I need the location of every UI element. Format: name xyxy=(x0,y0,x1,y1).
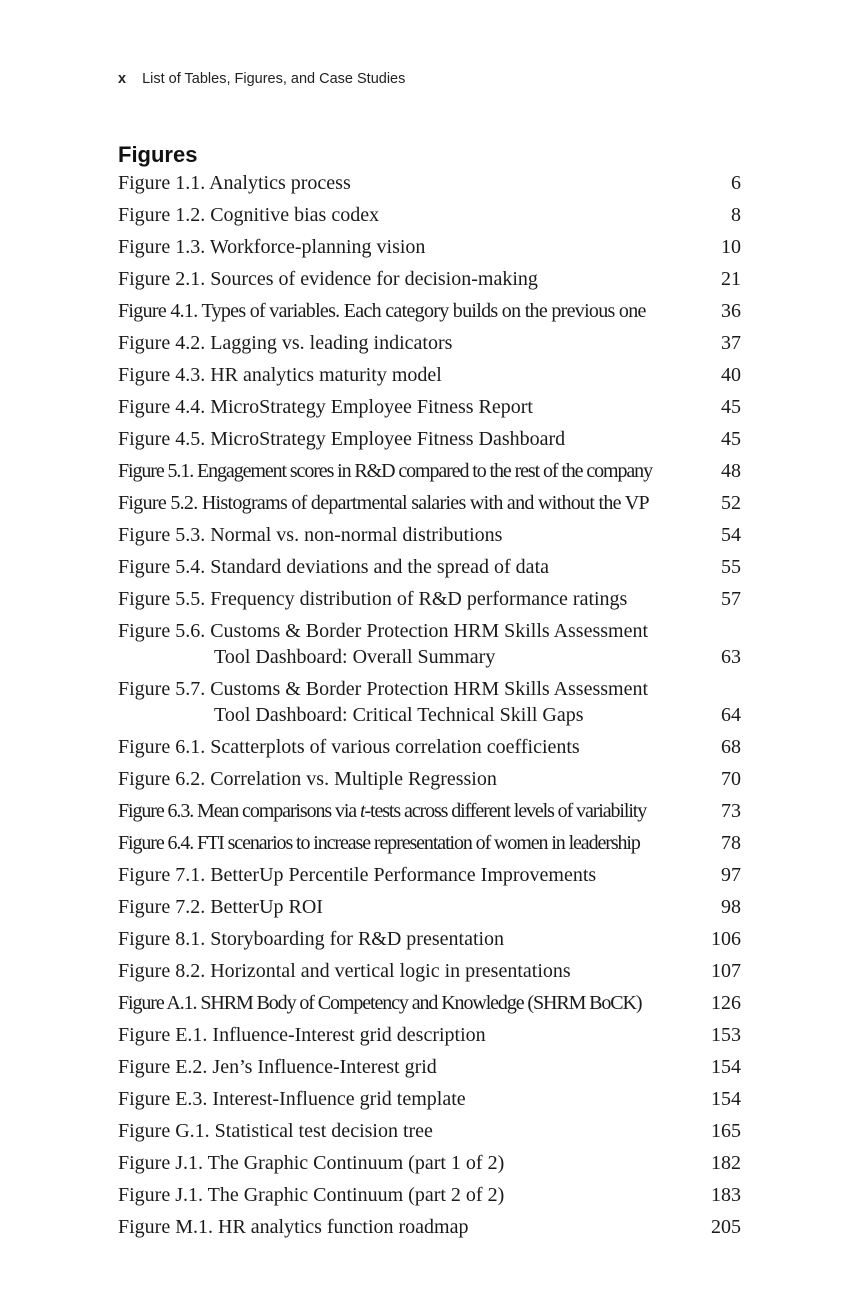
list-entry xyxy=(118,987,741,1019)
entry-page-number: 55 xyxy=(721,556,741,578)
entry-page-number: 54 xyxy=(721,524,741,546)
entry-page-number: 63 xyxy=(721,646,741,668)
section-title: Figures xyxy=(118,142,198,167)
entry-title: Figure J.1. The Graphic Continuum (part 1 of 2) xyxy=(118,1152,505,1174)
entry-page-number: 45 xyxy=(721,396,741,418)
entry-title: Figure 4.2. Lagging vs. leading indicators xyxy=(118,332,453,354)
entry-title: Figure 4.4. MicroStrategy Employee Fitness Report xyxy=(118,396,533,418)
entry-title: Figure J.1. The Graphic Continuum (part 2 of 2) xyxy=(118,1184,505,1206)
entry-title: Figure M.1. HR analytics function roadmap xyxy=(118,1216,469,1238)
entry-title: Figure 6.3. Mean comparisons via t-tests across different levels of variability xyxy=(118,800,647,822)
list-entry xyxy=(118,167,741,199)
list-entry xyxy=(118,955,741,987)
entry-page-number: 153 xyxy=(711,1024,741,1046)
entry-page-number: 64 xyxy=(721,704,741,726)
running-title: List of Tables, Figures, and Case Studies xyxy=(142,71,406,87)
entry-title: Figure E.1. Influence-Interest grid description xyxy=(118,1024,486,1046)
list-entry xyxy=(118,673,741,731)
entry-page-number: 78 xyxy=(721,832,741,854)
figures-list xyxy=(118,167,741,1243)
entry-title: Figure A.1. SHRM Body of Competency and Knowledge (SHRM BoCK) xyxy=(118,992,642,1014)
entry-page-number: 183 xyxy=(711,1184,741,1206)
list-entry xyxy=(118,295,741,327)
entry-page-number: 107 xyxy=(711,960,741,982)
entry-title: Figure E.3. Interest-Influence grid template xyxy=(118,1088,466,1110)
list-entry xyxy=(118,487,741,519)
entry-title: Figure 5.3. Normal vs. non-normal distributions xyxy=(118,524,503,546)
entry-page-number: 68 xyxy=(721,736,741,758)
entry-page-number: 52 xyxy=(721,492,741,514)
list-entry xyxy=(118,1019,741,1051)
entry-title: Figure 8.2. Horizontal and vertical logic in presentations xyxy=(118,960,571,982)
entry-page-number: 70 xyxy=(721,768,741,790)
entry-page-number: 154 xyxy=(711,1056,741,1078)
entry-title: Figure 8.1. Storyboarding for R&D presentation xyxy=(118,928,505,950)
entry-title: Figure 4.5. MicroStrategy Employee Fitness Dashboard xyxy=(118,428,566,450)
entry-title: Figure 4.1. Types of variables. Each category builds on the previous one xyxy=(118,300,646,322)
entry-title: Figure 7.2. BetterUp ROI xyxy=(118,896,323,918)
list-entry xyxy=(118,231,741,263)
entry-title: Figure 1.1. Analytics process xyxy=(118,172,351,194)
entry-title: Figure 1.3. Workforce-planning vision xyxy=(118,236,426,258)
list-entry xyxy=(118,1115,741,1147)
list-entry xyxy=(118,615,741,673)
entry-page-number: 165 xyxy=(711,1120,741,1142)
entry-title: Figure 7.1. BetterUp Percentile Performance Improvements xyxy=(118,864,597,886)
entry-page-number: 21 xyxy=(721,268,741,290)
entry-page-number: 37 xyxy=(721,332,741,354)
list-entry xyxy=(118,731,741,763)
entry-title: Figure 6.1. Scatterplots of various correlation coefficients xyxy=(118,736,580,758)
list-entry xyxy=(118,1211,741,1243)
entry-page-number: 45 xyxy=(721,428,741,450)
entry-title: Figure G.1. Statistical test decision tree xyxy=(118,1120,433,1142)
entry-title: Figure 5.1. Engagement scores in R&D compared to the rest of the company xyxy=(118,460,652,482)
entry-title: Figure 2.1. Sources of evidence for decision-making xyxy=(118,268,538,290)
entry-page-number: 48 xyxy=(721,460,741,482)
list-entry xyxy=(118,1147,741,1179)
entry-title: Figure 5.2. Histograms of departmental salaries with and without the VP xyxy=(118,492,649,514)
list-entry xyxy=(118,859,741,891)
entry-page-number: 10 xyxy=(721,236,741,258)
list-entry xyxy=(118,391,741,423)
entry-title: Figure 5.7. Customs & Border Protection HRM Skills Assessment Tool Dashboard: Critical Technical Skill Gaps xyxy=(118,678,649,726)
entry-title: Figure 1.2. Cognitive bias codex xyxy=(118,204,380,226)
list-entry xyxy=(118,827,741,859)
entry-page-number: 40 xyxy=(721,364,741,386)
entry-page-number: 73 xyxy=(721,800,741,822)
list-entry xyxy=(118,1179,741,1211)
list-entry xyxy=(118,923,741,955)
entry-page-number: 6 xyxy=(731,172,741,194)
entry-title: Figure 5.6. Customs & Border Protection HRM Skills Assessment Tool Dashboard: Overall Summary xyxy=(118,620,649,668)
list-entry xyxy=(118,263,741,295)
entry-page-number: 126 xyxy=(711,992,741,1014)
entry-page-number: 8 xyxy=(731,204,741,226)
entry-title: Figure 4.3. HR analytics maturity model xyxy=(118,364,442,386)
list-entry xyxy=(118,795,741,827)
list-entry xyxy=(118,1051,741,1083)
entry-page-number: 154 xyxy=(711,1088,741,1110)
list-entry xyxy=(118,423,741,455)
entry-title: Figure 6.4. FTI scenarios to increase representation of women in leadership xyxy=(118,832,640,854)
list-entry xyxy=(118,359,741,391)
entry-page-number: 98 xyxy=(721,896,741,918)
list-entry xyxy=(118,891,741,923)
list-entry xyxy=(118,583,741,615)
entry-page-number: 97 xyxy=(721,864,741,886)
entry-page-number: 57 xyxy=(721,588,741,610)
list-entry xyxy=(118,763,741,795)
entry-page-number: 106 xyxy=(711,928,741,950)
running-header xyxy=(118,71,405,87)
list-entry xyxy=(118,327,741,359)
entry-title: Figure 5.4. Standard deviations and the spread of data xyxy=(118,556,549,578)
list-entry xyxy=(118,551,741,583)
entry-page-number: 182 xyxy=(711,1152,741,1174)
list-entry xyxy=(118,519,741,551)
entry-title: Figure 5.5. Frequency distribution of R&D performance ratings xyxy=(118,588,628,610)
entry-page-number: 36 xyxy=(721,300,741,322)
entry-title: Figure E.2. Jen’s Influence-Interest grid xyxy=(118,1056,437,1078)
entry-title: Figure 6.2. Correlation vs. Multiple Regression xyxy=(118,768,497,790)
list-entry xyxy=(118,199,741,231)
entry-page-number: 205 xyxy=(711,1216,741,1238)
list-entry xyxy=(118,1083,741,1115)
page-number: x xyxy=(118,71,127,87)
list-entry xyxy=(118,455,741,487)
